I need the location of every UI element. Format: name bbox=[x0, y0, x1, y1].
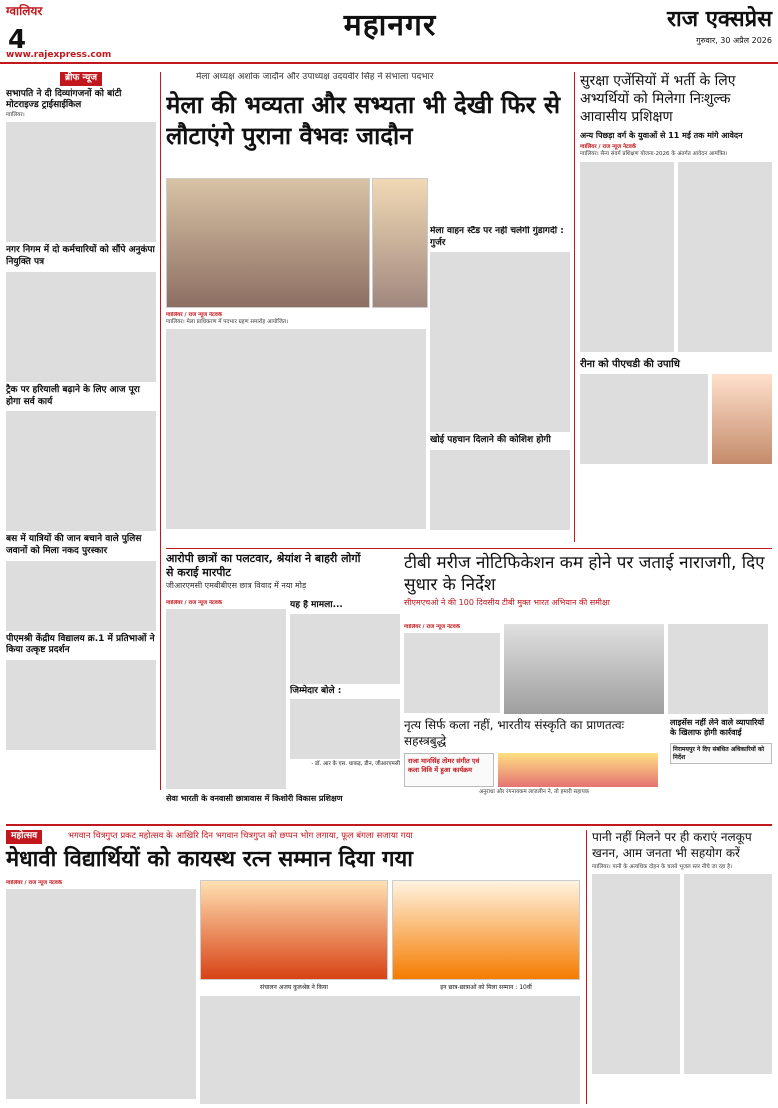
festival-text-block bbox=[6, 889, 196, 1099]
dance-story bbox=[404, 718, 664, 818]
festival-text bbox=[6, 880, 196, 1104]
main-sub-headline-1: मेला वाहन स्टैंड पर नहीं चलेगी गुंडागर्दी : गुर्जर bbox=[430, 226, 564, 248]
row-divider bbox=[6, 824, 772, 826]
page-number: 4 bbox=[8, 25, 27, 55]
main-sidebar-text-2 bbox=[430, 450, 570, 530]
side-story-headline: सेवा भारती के वनवासी छात्रावास में किशोरी विकास प्रशिक्षण bbox=[166, 794, 343, 803]
left-column bbox=[6, 72, 156, 790]
dance-photo bbox=[498, 753, 658, 787]
side-story bbox=[166, 794, 400, 814]
festival-byline: ग्वालियर / राज न्यूज नेटवर्क bbox=[6, 880, 63, 886]
clash-text bbox=[166, 600, 286, 790]
right-text-block-a bbox=[580, 162, 674, 352]
festival-tag-wrap bbox=[6, 830, 42, 844]
right-headline: सुरक्षा एजेंसियों में भर्ती के लिए अभ्यर्थियों को मिलेगा निःशुल्क आवासीय प्रशिक्षण bbox=[580, 73, 736, 126]
right-story bbox=[580, 72, 772, 542]
water-text-b bbox=[684, 874, 772, 1074]
brief-dateline: ग्वालियर। bbox=[6, 112, 25, 119]
brief-headline-1: सभापति ने दी दिव्यांगजनों को बांटी मोटराइज्ड ट्राईसाईकिल bbox=[6, 88, 122, 111]
license-story bbox=[670, 718, 772, 818]
right-text-block-b bbox=[678, 162, 772, 352]
brief-news-tag: ब्रीफ न्यूज bbox=[60, 72, 102, 86]
right-copy: ग्वालियर। सैन्य संवर्ग प्रशिक्षण योजना-2026 के अंतर्गत आवेदन आमंत्रित। bbox=[580, 151, 728, 158]
festival-tag: महोत्सव bbox=[6, 830, 42, 844]
brief-text-block-3 bbox=[6, 411, 156, 531]
tb-text-block-2 bbox=[668, 624, 768, 714]
opinion-text-2 bbox=[290, 699, 400, 759]
brief-headline-3: ट्रैक पर हरियाली बढ़ाने के लिए आज पूरा होगा सर्व कार्य bbox=[6, 384, 140, 407]
main-sidebar bbox=[430, 226, 570, 544]
tb-text-block bbox=[404, 633, 500, 713]
tb-photo bbox=[504, 624, 664, 714]
brief-text-block-5 bbox=[6, 660, 156, 750]
section-title: महानगर bbox=[343, 8, 437, 43]
main-text-block bbox=[166, 329, 426, 529]
clash-subheadline: जीआरएमसी एमबीबीएस छात्र विवाद में नया मोड़ bbox=[166, 580, 307, 590]
tb-header bbox=[404, 552, 772, 622]
brief-text-block-4 bbox=[6, 561, 156, 631]
festival-caption-2: इन छात्र-छात्राओं को मिला सम्मान : 10वीं bbox=[440, 984, 532, 991]
water-story bbox=[592, 830, 772, 1104]
tb-byline: ग्वालियर / राज न्यूज नेटवर्क bbox=[404, 624, 461, 630]
tb-subheadline: सीएमएचओ ने की 100 दिवसीय टीबी मुक्त भारत अभियान की समीक्षा bbox=[404, 598, 610, 608]
column-divider bbox=[574, 72, 575, 542]
clash-header bbox=[166, 552, 370, 596]
opinion-text bbox=[290, 614, 400, 684]
main-photo-2 bbox=[372, 178, 428, 308]
dance-caption: अनुराधा और रंगनायकम लाजलीन ने, तो हमारी सहायक bbox=[479, 789, 589, 796]
main-copy: ग्वालियर। मेला प्राधिकरण में पदभार ग्रहण समारोह आयोजित। bbox=[166, 319, 289, 326]
festival-caption-1: संचालन अजय कुलश्रेष्ठ ने किया bbox=[260, 984, 328, 991]
festival-photo-2 bbox=[392, 880, 580, 980]
clash-byline: ग्वालियर / राज न्यूज नेटवर्क bbox=[166, 600, 223, 606]
brief-text-block-2 bbox=[6, 272, 156, 382]
main-text bbox=[166, 312, 426, 544]
opinion-headline: यह है मामला... bbox=[290, 600, 343, 610]
festival-headline: मेधावी विद्यार्थियों को कायस्थ रत्न सम्मान दिया गया bbox=[6, 847, 413, 872]
tb-body bbox=[404, 624, 772, 714]
brand-name: राज एक्सप्रेस bbox=[667, 7, 772, 32]
portrait-photo bbox=[712, 374, 772, 464]
right-subheadline: अन्य पिछड़ा वर्ग के युवाओं से 11 मई तक मांगे आवेदन bbox=[580, 130, 743, 140]
right-byline: ग्वालियर / राज न्यूज नेटवर्क bbox=[580, 143, 637, 150]
opinion-headline-2: जिम्मेदार बोले : bbox=[290, 685, 342, 696]
water-text-a bbox=[592, 874, 680, 1074]
main-photo-1 bbox=[166, 178, 370, 308]
column-divider bbox=[160, 72, 161, 790]
row-divider bbox=[166, 548, 772, 549]
column-divider bbox=[586, 830, 587, 1104]
license-box: निरामयपुर ने दिए संबंधित अधिकारियों को निर्देश bbox=[670, 743, 772, 765]
main-kicker: मेला अध्यक्ष अशोक जादौन और उपाध्यक्ष उदयवीर सिंह ने संभाला पदभार bbox=[196, 72, 434, 82]
brief-headline-5: पीएमश्री केंद्रीय विद्यालय क्र.1 में प्रतिभाओं ने किया उत्कृष्ट प्रदर्शन bbox=[6, 633, 155, 656]
dance-highlight-box: राजा मानसिंह तोमर संगीत एवं कला विवि में हुआ कार्यक्रम bbox=[404, 753, 494, 787]
brief-text-block-1 bbox=[6, 122, 156, 242]
festival-kicker: भगवान चित्रगुप्त प्रकट महोत्सव के आखिरि दिन भगवान चित्रगुप्त को छप्पन भोग लगाया, फूल बंगला सजाया गया bbox=[68, 831, 413, 841]
main-byline: ग्वालियर / राज न्यूज नेटवर्क bbox=[166, 312, 223, 318]
website-link[interactable]: www.rajexpress.com bbox=[6, 50, 112, 60]
clash-headline: आरोपी छात्रों का पलटवार, श्रेयांश ने बाहरी लोगों से कराई मारपीट bbox=[166, 552, 361, 580]
dance-headline: नृत्य सिर्फ कला नहीं, भारतीय संस्कृति का प्राणतत्वः सहस्त्रबुद्धे bbox=[404, 718, 625, 748]
water-dateline: ग्वालियर। पानी के अत्यधिक दोहन के चलते भूजल स्तर नीचे जा रहा है। bbox=[592, 864, 733, 871]
main-story-header bbox=[166, 72, 570, 172]
issue-date: गुरुवार, 30 अप्रैल 2026 bbox=[696, 36, 772, 45]
opinion-signature: - डॉ. आर के एस. धाकड़, डीन, जीआरएमसी bbox=[311, 761, 400, 768]
right-brief-text bbox=[580, 374, 708, 464]
water-headline: पानी नहीं मिलने पर ही कराएं नलकूप खनन, आम जनता भी सहयोग करें bbox=[592, 830, 752, 860]
brief-headline-2: नगर निगम में दो कर्मचारियों को सौंपे अनुकंपा नियुक्ति पत्र bbox=[6, 245, 155, 268]
right-brief-headline: रीना को पीएचडी की उपाधि bbox=[580, 358, 680, 370]
festival-list-text bbox=[200, 996, 580, 1104]
brief-headline-4: बस में यात्रियों की जान बचाने वाले पुलिस जवानों को मिला नकद पुरस्कार bbox=[6, 534, 142, 556]
main-sidebar-text bbox=[430, 252, 570, 432]
clash-text-block bbox=[166, 609, 286, 789]
tb-headline: टीबी मरीज नोटिफिकेशन कम होने पर जताई नाराजगी, दिए सुधार के निर्देश bbox=[404, 553, 765, 596]
opinion-column bbox=[290, 600, 400, 790]
main-sub-headline-2: खोई पहचान दिलाने की कोशिश होगी bbox=[430, 435, 551, 446]
license-headline: लाइसेंस नहीं लेने वाले व्यापारियों के खिलाफ होगी कार्रवाई bbox=[670, 718, 765, 738]
festival-photo-1 bbox=[200, 880, 388, 980]
city-label: ग्वालियर bbox=[6, 4, 43, 18]
main-headline: मेला की भव्यता और सभ्यता भी देखी फिर से लौटाएंगे पुराना वैभवः जादौन bbox=[166, 90, 561, 150]
